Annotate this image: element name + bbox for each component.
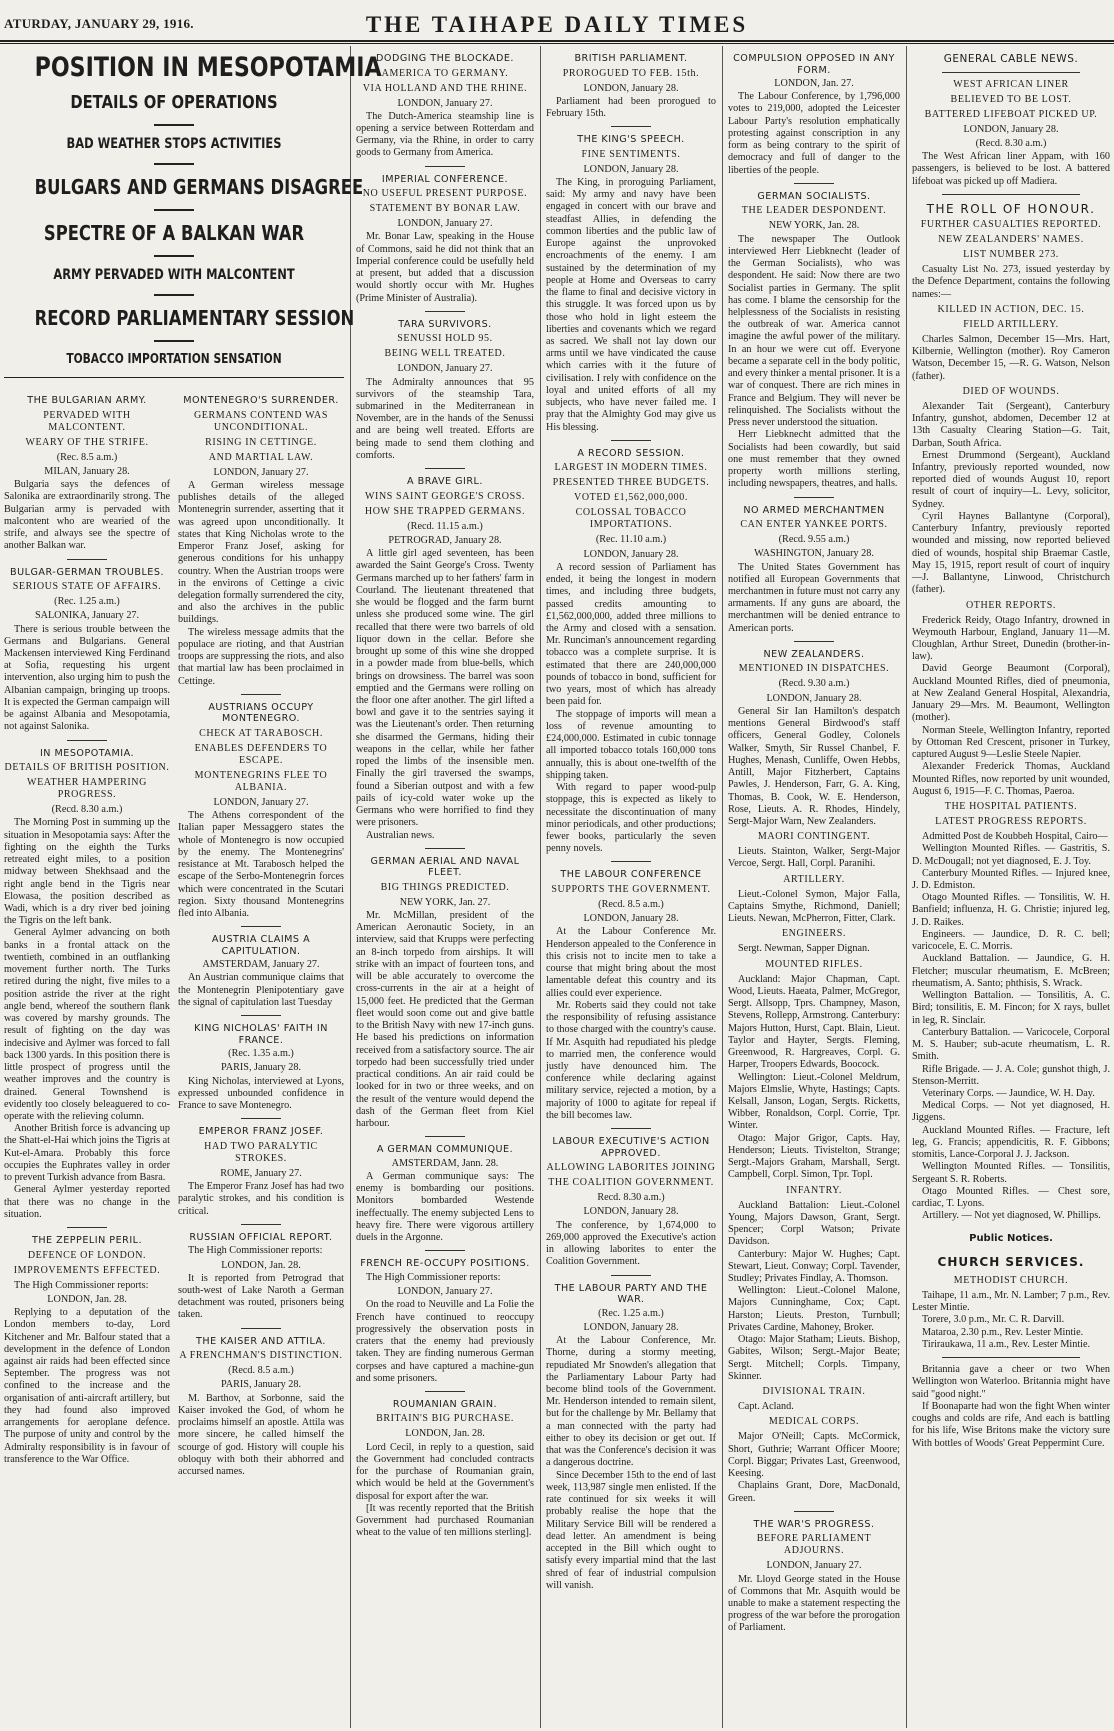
article-body: Engineers. — Jaundice, D. R. C. bell; varicocele, E. C. Morris.: [912, 928, 1110, 953]
article-heading: RUSSIAN OFFICIAL REPORT.: [189, 1231, 333, 1243]
article-subheading: MEDICAL CORPS.: [768, 1416, 860, 1428]
article-body: Canterbury Mounted Rifles. — Injured knee, J. D. Edmiston.: [912, 867, 1110, 891]
article-heading: KING NICHOLAS' FAITH IN FRANCE.: [194, 1023, 328, 1046]
notice-line: Torere, 3.0 p.m., Mr. C. R. Darvill.: [922, 1314, 1065, 1326]
article-body: The King, in proroguing Parliament, said: My army and navy have been engaged in concert with our brave and steadfast Allies, in defending the common liberties and the public law of Europe against the unprovoked encroachments of the enemy. I am sustained by the determination of my people at Home and Overseas to carry the flame to final and decisive victory in this struggle. It was forced upon us by those who hold in light esteem the liberties and covenants which we regard as sacred. We shall not lay down our arms until we have vindicated the cause which carries with it the future of civilisation. I rely with confidence on the loyal and united efforts of all my subjects, who have never failed me. I pray that the Almighty God may give us His blessing.: [546, 176, 716, 433]
article-heading: LABOUR EXECUTIVE'S ACTION APPROVED.: [552, 1136, 710, 1159]
article-subheading: BIG THINGS PREDICTED.: [380, 881, 510, 893]
article-body: [It was recently reported that the British Government had purchased Roumanian wheat to the value of ten millions sterling].: [356, 1502, 534, 1539]
article-subheading: IMPROVEMENTS EFFECTED.: [13, 1264, 161, 1276]
article-body: Auckland Mounted Rifles. — Fracture, left leg, G. Francis; appendicitis, R. F. Gibbons; stomitis, Lance-Corporal J. J. Jackson.: [912, 1124, 1110, 1161]
dateline: LONDON, Jan. 28.: [47, 1293, 127, 1305]
article-subheading: MAORI CONTINGENT.: [757, 831, 871, 843]
dateline: (Recd. 8.30 a.m.): [51, 804, 123, 816]
column-divider: [906, 46, 907, 1728]
dateline: LONDON, January 28.: [583, 82, 679, 94]
article-subheading: DIVISIONAL TRAIN.: [762, 1386, 866, 1398]
article-heading: GENERAL CABLE NEWS.: [943, 53, 1079, 65]
article-body: Auckland Battalion. — Jaundice, G. H. Fletcher; muscular rheumatism, E. McBreen; rheumatism, A. Santo; phthisis, S. Wrack.: [912, 953, 1110, 989]
column-1: [4, 46, 382, 1728]
article-body: Australian news.: [366, 829, 435, 841]
article-subheading: THE LEADER DESPONDENT.: [741, 205, 887, 217]
article-subheading: METHODIST CHURCH.: [953, 1274, 1069, 1286]
article-subheading: WEST AFRICAN LINER: [953, 78, 1069, 90]
article-heading: AUSTRIANS OCCUPY MONTENEGRO.: [208, 701, 314, 725]
public-notices-heading: Public Notices.: [969, 1232, 1053, 1244]
dateline: LONDON, January 28.: [963, 123, 1059, 135]
article-body: Alexander Frederick Thomas, Auckland Mounted Rifles, now reported by unit wounded, August 6, 1915—F. C. Thomas, Paeroa.: [912, 761, 1110, 797]
dateline: LONDON, January 27.: [397, 1286, 493, 1298]
article-heading: A GERMAN COMMUNIQUE.: [376, 1144, 514, 1156]
article-subheading: FINE SENTIMENTS.: [581, 148, 681, 160]
dateline: PARIS, January 28.: [221, 1062, 301, 1074]
dateline: LONDON, January 28.: [766, 692, 862, 704]
dateline: (Rec. 1.25 a.m.): [54, 596, 120, 608]
article-subheading: A FRENCHMAN'S DISTINCTION.: [179, 1350, 343, 1362]
article-subheading: BEING WELL TREATED.: [384, 348, 506, 360]
article-body: Cyril Haynes Ballantyne (Corporal), Canterbury Infantry, previously reported wounded and missing, now reported believed died of wounds, hospital ship Braemar Castle, May 15, 1915, report result of court of inquiry—J. Ballantyne, Linwood, Christchurch (father).: [912, 510, 1110, 596]
article-body: Canterbury Battalion. — Varicocele, Corporal M. S. Hauber; sub-acute rheumatism, L. R. Smith.: [912, 1026, 1110, 1063]
article-body: It is reported from Petrograd that south-west of Lake Naroth a German detachment was routed, prisoners being taken.: [178, 1272, 344, 1321]
column-5: [912, 46, 1110, 1728]
column-divider: [350, 46, 351, 1728]
article-body: Alexander Tait (Sergeant), Canterbury Infantry, gunshot, abdomen, December 12 at 13th Casualty Clearing Station—G. Tait, Darban, South Africa.: [912, 400, 1110, 449]
article-body: The Labour Conference, by 1,796,000 votes to 219,000, adopted the Leicester Labour Party's resolution emphatically protesting against conscription in any form as being contrary to the spirit of democracy and full of danger to the liberties of the people.: [728, 91, 900, 176]
article-subheading: ENGINEERS.: [781, 928, 847, 940]
article-body: The West African liner Appam, with 160 passengers, is believed to be lost. A battered lifeboat was picked up off Madiera.: [912, 151, 1110, 187]
bulgarian-army-column: [4, 388, 170, 1478]
article-body: General Aylmer advancing on both banks in a frontal attack on the twentieth, combined in an outflanking movement further north. The Turks retired during the night, five miles to a position astride the river at the right angle bend, whereof the southern flank was covered by marshy grounds. The result of fighting on the day was indecisive and Aylmer was forced to fall back 1300 yards. In this position there is little prospect of progress until the weather improves and the country is drained. General Townshend is evidently too closely beleaguered to co-operate with the relieving column.: [4, 927, 170, 1122]
article-body: Mr. Lloyd George stated in the House of Commons that Mr. Asquith would be unable to make a statement respecting the progress of the war before the prorogation of Parliament.: [728, 1573, 900, 1634]
article-heading: DODGING THE BLOCKADE.: [376, 53, 514, 64]
dateline: LONDON, January 28.: [583, 1206, 679, 1218]
article-body: Admitted Post de Koubbeh Hospital, Cairo—: [922, 831, 1108, 843]
article-body: A German wireless message publishes details of the alleged Montenegrin surrender, asserting that it was agreed upon unconditionally. It states that King Nicholas wrote to the Emperor Franz Josef, asking for generous conditions for his unhappy country. When the Austrian troops were in the environs of Cettinge a civic delegation formally surrendered the city, and also the archives in the public buildings.: [178, 479, 344, 626]
article-body: The conference, by 1,674,000 to 269,000 approved the Executive's action in allowing laborites to enter the Coalition Government.: [546, 1219, 716, 1268]
article-subheading: ENABLES DEFENDERS TO ESCAPE.: [194, 742, 328, 766]
article-subheading: FIELD ARTILLERY.: [963, 318, 1059, 330]
article-body: Bulgaria says the defences of Salonika are extraordinarily strong. The Bulgarian army is pervaded with malcontent who are wearied of the strife, and always see the spectre of another Balkan war.: [4, 479, 170, 552]
article-heading: THE LABOUR PARTY AND THE WAR.: [554, 1282, 708, 1306]
article-heading: BULGAR-GERMAN TROUBLES.: [10, 566, 164, 578]
article-body: Wellington: Lieut.-Colonel Malone, Majors Cunninghame, Cox; Capt. Harston; Lieuts. Preston, Turnbull; Privates Cardine, Mahoney, Broker.: [728, 1285, 900, 1333]
article-subheading: SENUSSI HOLD 95.: [397, 333, 493, 345]
article-subheading: DIED OF WOUNDS.: [962, 385, 1060, 397]
article-body: Otago Mounted Rifles. — Tonsilitis, W. H. Banfield; influenza, H. G. Christie; injured leg, J. D. Raikes.: [912, 892, 1110, 928]
article-body: Wellington Mounted Rifles. — Tonsilitis, Sergeant S. R. Roberts.: [912, 1161, 1110, 1185]
article-subheading: KILLED IN ACTION, DEC. 15.: [937, 303, 1085, 315]
article-body: The Athens correspondent of the Italian paper Messaggero states the whole of Montenegro is now occupied by the enemy. The Montenegrins' resistance at Mt. Tarabosch helped the escape of the Serbo-Montenegrin forces which were concentrated in the Scutari region. Sixty thousand Montenegrins fled into Albania.: [178, 810, 344, 919]
dateline: PARIS, January 28.: [221, 1379, 301, 1391]
article-heading: THE LABOUR CONFERENCE: [560, 869, 702, 881]
article-subheading: BRITAIN'S BIG PURCHASE.: [376, 1413, 514, 1425]
article-body: The stoppage of imports will mean a loss of revenue amounting to £24,000,000. Estimated in cubic tonnage all imported tobacco totals 160,000 tons annually, this is about one-twelfth of the shipping taken.: [546, 708, 716, 781]
dateline: LONDON, January 28.: [583, 548, 679, 560]
article-heading: THE KAISER AND ATTILA.: [196, 1335, 326, 1347]
dateline: (Recd. 8.30 a.m.): [975, 137, 1047, 149]
article-body: Lord Cecil, in reply to a question, said the Government had concluded contracts for the purchase of Roumanian grain, which would be held at the Government's disposal for export after the war.: [356, 1441, 534, 1502]
article-body: Auckland Battalion: Lieut.-Colonel Young, Majors Dawson, Grant, Sergt. Spencer; Corpl Watson; Private Davidson.: [728, 1199, 900, 1248]
article-heading: THE BULGARIAN ARMY.: [27, 395, 147, 407]
article-subheading: DETAILS OF BRITISH POSITION.: [4, 762, 170, 774]
dateline: (Recd. 8.5 a.m.): [228, 1365, 294, 1377]
article-heading: MONTENEGRO'S SURRENDER.: [183, 395, 339, 407]
article-body: Lieuts. Stainton, Walker, Sergt-Major Vercoe, Sergt. Hall, Corpl. Paranihi.: [728, 846, 900, 870]
article-subheading: NEW ZEALANDERS' NAMES.: [938, 234, 1084, 246]
article-subheading: DEFENCE OF LONDON.: [27, 1249, 147, 1261]
article-body: Otago Mounted Rifles. — Chest sore, cardiac, T. Lyons.: [912, 1185, 1110, 1210]
dateline: AMSTERDAM, Jann. 28.: [391, 1157, 499, 1169]
article-body: Mr. Bonar Law, speaking in the House of Commons, said he did not think that an Imperial conference could be usefully held at present, but added that a discussion would shortly occur with Mr. Hughes (Prime Minister of Australia).: [356, 231, 534, 304]
article-heading: GERMAN AERIAL AND NAVAL FLEET.: [370, 855, 520, 879]
article-subheading: SERIOUS STATE OF AFFAIRS.: [12, 581, 162, 593]
dateline: AMSTERDAM, January 27.: [202, 959, 320, 971]
article-heading: ROUMANIAN GRAIN.: [392, 1398, 498, 1410]
article-body: At the Labour Conference Mr. Henderson appealed to the Conference in this crisis not to incite men to take a course that might bring about the most lamentable defeat this country and its allies could ever experience.: [546, 926, 716, 999]
article-body: Veterinary Corps. — Jaundice, W. H. Day.: [922, 1087, 1095, 1099]
advertisement-text: If Boonaparte had won the fight When winter coughs and colds are rife, And each is battling for his life, Wise Britons make the victory sure With bottles of Woods' Great Peppermint Cure.: [912, 1400, 1110, 1449]
article-body: Major O'Neill; Capts. McCormick, Short, Guthrie; Warrant Officer Moore; Corpl. Biggar; Privates Last, Greenwood, Keesing.: [728, 1431, 900, 1480]
headline-deck: DETAILS OF OPERATIONS: [70, 92, 278, 114]
article-heading: THE WAR'S PROGRESS.: [753, 1518, 875, 1530]
article-body: The Emperor Franz Josef has had two paralytic strokes, and his condition is critical.: [178, 1181, 344, 1217]
notice-line: Tiriraukawa, 11 a.m., Rev. Lester Mintie.: [922, 1338, 1091, 1350]
dateline: (Rec. 8.5 a.m.): [56, 451, 118, 463]
article-subheading: PRESENTED THREE BUDGETS.: [552, 477, 710, 489]
article-body: M. Barthov, at Sorbonne, said the Kaiser invoked the God, of whom he proclaims himself an apostle. Attila was more sincere, he called himself the scourge of god. History will couple his obloquy with both their abhorred and accursed names.: [178, 1392, 344, 1478]
church-services-heading: CHURCH SERVICES.: [937, 1254, 1085, 1269]
headline-deck: ARMY PERVADED WITH MALCONTENT: [53, 266, 295, 283]
article-body: Mr. Roberts said they could not take the responsibility of refusing assistance to those charged with the country's cause. If Mr. Asquith had repudiated his pledge to married men, the conference would justly have denounced him. The conference while declaring against military service, rejected a motion, by a majority of 1000 to agitate for repeal if the bill becomes law.: [546, 999, 716, 1121]
article-body: Replying to a deputation of the London members to-day, Lord Kitchener and Mr. Balfour stated that a development in the defence of London against air raids had been effected since September. The progress was not confined to the increase and the organisation of anti-aircraft artillery, but they had found also improved arrangements for aeroplane defence. The purpose of unity and control by the Admiralty responsibility is in favour of transference to the War Office.: [4, 1307, 170, 1465]
dateline: LONDON, January 28.: [583, 913, 679, 925]
article-subheading: BATTERED LIFEBOAT PICKED UP.: [924, 108, 1098, 120]
dateline: (Rec. 11.10 a.m.): [595, 534, 667, 546]
article-body: Wellington Mounted Rifles. — Gastritis, S. D. McDougall; not yet diagnosed, E. J. Toy.: [912, 843, 1110, 867]
dateline: (Rec. 1.35 a.m.): [228, 1048, 294, 1060]
article-body: Auckland: Major Chapman, Capt. Wood, Lieuts. Haeata, Palmer, McGregor, Sergt. Allsopp, Tprs. Champney, Mason, Stevens, Rollepp, Armstrong. Canterbury: Majors Hutton, Hurst, Capt. Blain, Lieut. Taylor and Hayter, Sergts. Fleming, Greenwood, R. Hargreaves, Corpl. G. Harper, Troopers Edwards, Boocock.: [728, 973, 900, 1071]
article-subheading: SUPPORTS THE GOVERNMENT.: [551, 883, 711, 895]
headline-deck: TOBACCO IMPORTATION SENSATION: [66, 351, 282, 367]
article-body: Parliament had been prorogued to February 15th.: [546, 95, 716, 119]
article-body: With regard to paper wood-pulp stoppage, this is expected as likely to necessitate the discontinuation of many minor periodicals, and other productions; fewer books, particularly the seven penny novels.: [546, 782, 716, 855]
article-body: A record session of Parliament has ended, it being the longest in modern times, and including three budgets, passed credits amounting to £1,562,000,000, added three millions to the Army and closed with a sensation. Mr. Runciman's announcement regarding tobacco was a complete surprise. It is estimated that there are 240,000,000 pounds of tobacco in bond, sufficient for two years, most of which has already been paid for.: [546, 561, 716, 708]
dateline: LONDON, Jan. 28.: [405, 1428, 485, 1440]
dateline: Recd. 8.30 a.m.): [597, 1192, 665, 1204]
article-body: Wellington Battalion. — Tonsilitis, A. C. Bird; tonsilitis, E. M. Fincon; for X rays, bullet in leg, R. Sinclair.: [912, 990, 1110, 1026]
article-subheading: INFANTRY.: [786, 1184, 842, 1196]
article-body: David George Beaumont (Corporal), Auckland Mounted Rifles, died of pneumonia, at New Zealand General Hospital, Alexandria, January 29—Mrs. M. Beaumont, Wellington (mother).: [912, 663, 1110, 724]
article-body: King Nicholas, interviewed at Lyons, expressed unbounded confidence in France to save Montenegro.: [178, 1075, 344, 1112]
notice-line: Mataroa, 2.30 p.m., Rev. Lester Mintie.: [922, 1326, 1084, 1338]
article-subheading: LIST NUMBER 273.: [963, 249, 1059, 261]
article-heading: GERMAN SOCIALISTS.: [757, 190, 871, 202]
dateline: LONDON, January 27.: [213, 796, 309, 808]
article-body: Another British force is advancing up the Shatt-el-Hai which joins the Tigris at Kut-el-Amara. Probably this force occupies the Euphrates valley in order to prevent Turkish advance from Basra.: [4, 1123, 170, 1184]
article-subheading: THE HOSPITAL PATIENTS.: [944, 801, 1078, 813]
masthead: [0, 12, 1114, 40]
article-heading: THE ZEPPELIN PERIL.: [31, 1235, 143, 1247]
article-body: At the Labour Conference, Mr. Thorne, during a stormy meeting, repudiated Mr Snowden's allegation that the Parliamentary Labour Party had become blind tools of the Government. Mr. Henderson intended to remain silent, but for the challenge by Mr. Bellamy that a man connected with the party had either to obey its decision or get out. If that was the Conference's decision it was a dangerous doctrine.: [546, 1335, 716, 1469]
headline-deck: BAD WEATHER STOPS ACTIVITIES: [66, 135, 282, 152]
article-body: Casualty List No. 273, issued yesterday by the Defence Department, contains the following names:—: [912, 264, 1110, 300]
dateline: NEW YORK, Jan. 28.: [768, 220, 860, 232]
article-body: A German communique says: The enemy is bombarding our positions. Monitors bombarded Westende ineffectually. The enemy subjected Lens to heavy fire. There were vigorous artillery duels in the Argonne.: [356, 1170, 534, 1244]
notice-line: Taihape, 11 a.m., Mr. N. Lamber; 7 p.m., Rev. Lester Mintie.: [912, 1289, 1110, 1314]
article-body: The High Commissioner reports:: [366, 1271, 501, 1283]
article-heading: IMPERIAL CONFERENCE.: [381, 173, 509, 185]
article-subheading: BEFORE PARLIAMENT ADJOURNS.: [756, 1533, 872, 1557]
article-subheading: VIA HOLLAND AND THE RHINE.: [362, 82, 528, 94]
article-subheading: AND MARTIAL LAW.: [208, 451, 314, 463]
dateline: LONDON, January 27.: [397, 363, 493, 375]
article-heading: AUSTRIA CLAIMS A CAPITULATION.: [211, 934, 311, 957]
article-body: Mr. McMillan, president of the American Aeronautic Society, in an interview, said that Krupps were perfecting an 8-inch torpedo from airships. It will strike with an impact of fourteen tons, and will be able accurately to overcome the cross-currents in the air at a height of 15,000 feet. He predicted that the German fleet would soon come out and give battle to the British Navy with new 17-inch guns. He based his predictions on information received from a satisfactory source. The air torpedo had been successfully tried under practical conditions. An air raid could be looked for in two or three weeks, and on the result of the venture would depend the dash of the German fleet from Kiel harbour.: [356, 910, 534, 1129]
article-body: Otago: Major Statham; Lieuts. Bishop, Gabites, Wilson; Sergt.-Major Beate; Sergt. Mitchell; Corpls. Timpany, Skinner.: [728, 1334, 900, 1382]
advertisement-text: Britannia gave a cheer or two When Wellington won Waterloo. Britannia might have said "good night.": [912, 1364, 1110, 1400]
article-heading: NO ARMED MERCHANTMEN: [743, 504, 885, 516]
dateline: LONDON, January 28.: [583, 163, 679, 175]
dateline: LONDON, January 27.: [213, 466, 309, 478]
article-subheading: HOW SHE TRAPPED GERMANS.: [364, 505, 526, 517]
article-subheading: BELIEVED TO BE LOST.: [950, 93, 1072, 105]
article-subheading: MONTENEGRINS FLEE TO ALBANIA.: [194, 769, 328, 793]
article-subheading: RISING IN CETTINGE.: [205, 436, 317, 448]
column-2: [356, 46, 534, 1728]
issue-date: ATURDAY, JANUARY 29, 1916.: [4, 16, 194, 31]
article-body: Capt. Acland.: [738, 1401, 794, 1413]
headline-deck: SPECTRE OF A BALKAN WAR: [43, 220, 305, 245]
column-3: [546, 46, 716, 1728]
article-body: Norman Steele, Wellington Infantry, reported by Ottoman Red Crescent, prisoner in Turkey, captured August 9—Leslie Steele Napier.: [912, 724, 1110, 761]
article-body: Chaplains Grant, Dore, MacDonald, Green.: [728, 1480, 900, 1504]
article-body: Otago: Major Grigor, Capts. Hay, Henderson; Lieuts. Tivistelton, Strange; Sergt.-Majors Graham, Marshall, Sergt. Campbell, Corpl. Simon, Tpr. Topl.: [728, 1132, 900, 1181]
article-body: The High Commissioner reports:: [188, 1245, 323, 1257]
article-body: There is serious trouble between the Germans and Bulgarians. General Mackensen interviewed King Ferdinand at Sofia, requesting his urgent intervention, also urging him to push the Albanian campaign, bringing up troops. It is expected the German campaign will be against Albania and Mesopotamia, not against Salonika.: [4, 623, 170, 733]
article-body: Since December 15th to the end of last week, 113,987 single men enlisted. If the rate continued for six weeks it will probably realise the hope that the Military Service Bill will be rendered a dead letter. An amendment is being accepted in the Bill which ought to satisfy every impartial mind that the last shred of fear of industrial compulsion will vanish.: [546, 1469, 716, 1591]
article-body: Medical Corps. — Not yet diagnosed, H. Jiggens.: [912, 1100, 1110, 1124]
article-subheading: WINS SAINT GEORGE'S CROSS.: [364, 490, 525, 502]
article-heading: FRENCH RE-OCCUPY POSITIONS.: [360, 1258, 530, 1270]
article-subheading: STATEMENT BY BONAR LAW.: [369, 203, 521, 215]
article-subheading: MENTIONED IN DISPATCHES.: [738, 663, 890, 675]
article-subheading: PERVADED WITH MALCONTENT.: [43, 409, 131, 433]
column-divider: [722, 46, 723, 1728]
article-subheading: AMERICA TO GERMANY.: [381, 67, 509, 79]
article-subheading: LARGEST IN MODERN TIMES.: [554, 462, 708, 474]
article-subheading: COLOSSAL TOBACCO IMPORTATIONS.: [575, 507, 687, 531]
montenegro-column: [178, 388, 344, 1478]
article-subheading: OTHER REPORTS.: [965, 599, 1057, 611]
article-heading: A RECORD SESSION.: [577, 447, 685, 459]
article-subheading: WEARY OF THE STRIFE.: [25, 436, 149, 448]
masthead-rule: [0, 40, 1114, 42]
dateline: (Recd. 8.5 a.m.): [598, 898, 664, 910]
article-body: The Admiralty announces that 95 survivors of the steamship Tara, submarined in the Mediterranean in November, are in the hands of the Senussi and are being well treated. Efforts are being made to send them clothing and comforts.: [356, 376, 534, 461]
article-heading: THE KING'S SPEECH.: [577, 134, 685, 146]
article-body: Frederick Reidy, Otago Infantry, drowned in Weymouth Harbour, England, January 11—M. Cloughlan, Arthur Street, Dunedin (brother-in-law).: [912, 614, 1110, 663]
article-subheading: LATEST PROGRESS REPORTS.: [935, 816, 1087, 828]
article-heading: COMPULSION OPPOSED IN ANY FORM.: [733, 53, 895, 76]
article-subheading: ARTILLERY.: [783, 873, 845, 885]
dateline: LONDON, January 28.: [583, 1321, 679, 1333]
article-heading: EMPEROR FRANZ JOSEF.: [198, 1126, 324, 1138]
main-headline: POSITION IN MESOPOTAMIA: [34, 52, 382, 83]
article-subheading: NO USEFUL PRESENT PURPOSE.: [362, 188, 528, 200]
article-body: Ernest Drummond (Sergeant), Auckland Infantry, previously reported wounded, now reported died of wounds August 10, report result of court of inquiry—L. Levy, solicitor, Sydney.: [912, 449, 1110, 510]
article-body: A little girl aged seventeen, has been awarded the Saint George's Cross. Twenty Germans marched up to her fathers' farm in Courland. The lieutenant threatened that she would be flogged and the farm burnt unless she produced some wine. The girl recalled that there were two barrels of old liquor down in the cellar. Before she brought up some of this wine she dropped in a powder made from blue-bells, which brings on drowsiness. The barrel was soon emptied and the Germans were rolling on the floor one after another. The girl lifted a bowl and gave it to the sentries saying it was the Lieutenant's order. Then returning she disarmed the Germans, hiding their weapons in the cellar, while her father roped the limbs of the insensible men. Finally the girl traversed the swamps, found a Siberian outpost and with a few pails of icy-cold water woke up the Germans who were horrified to find they were prisoners.: [356, 548, 534, 829]
dateline: NEW YORK, Jan. 27.: [399, 896, 491, 908]
article-subheading: THE COALITION GOVERNMENT.: [548, 1177, 714, 1189]
article-subheading: PROROGUED TO FEB. 15th.: [562, 67, 700, 79]
article-subheading: FURTHER CASUALTIES REPORTED.: [920, 219, 1102, 231]
column-4: [728, 46, 900, 1728]
article-subheading: ALLOWING LABORITES JOINING: [546, 1162, 716, 1174]
article-body: Rifle Brigade. — J. A. Cole; gunshot thigh, J. Stenson-Merritt.: [912, 1063, 1110, 1087]
article-body: On the road to Neuville and La Folie the French have continued to reoccupy progressively the observation posts in craters that the enemy had previously taken. They are finding numerous German corpses and have captured a machine-gun and some prisoners.: [356, 1299, 534, 1384]
dateline: PETROGRAD, January 28.: [388, 534, 502, 546]
headline-deck: RECORD PARLIAMENTARY SESSION: [34, 305, 355, 330]
article-heading: IN MESOPOTAMIA.: [39, 747, 135, 759]
newspaper-title: THE TAIHAPE DAILY TIMES: [365, 12, 749, 37]
dateline: LONDON, Jan. 28.: [221, 1259, 301, 1271]
article-body: Charles Salmon, December 15—Mrs. Hart, Kilbernie, Wellington (mother). Roy Cameron Watson, December 15, —R. G. Watson, Nelson (father).: [912, 333, 1110, 382]
dateline: SALONIKA, January 27.: [34, 610, 140, 622]
article-heading: A BRAVE GIRL.: [407, 476, 483, 488]
article-body: Herr Liebknecht admitted that the Socialists had been cowardly, but said one must remember that they owned property worth millions sterling, including newspapers, theatres, and halls.: [728, 429, 900, 490]
article-body: The United States Government has notified all European Governments that merchantmen in future must not carry any armaments. If any guns are aboard, the merchantmen will be denied entrance to American ports.: [728, 561, 900, 634]
article-subheading: WEATHER HAMPERING PROGRESS.: [27, 777, 147, 801]
headline-deck: BULGARS AND GERMANS DISAGREE: [34, 174, 364, 199]
dateline: LONDON, January 27.: [397, 97, 493, 109]
dateline: LONDON, Jan. 27.: [774, 78, 854, 89]
dateline: (Recd. 9.30 a.m.): [778, 678, 850, 690]
dateline: ROME, January 27.: [220, 1167, 302, 1179]
article-subheading: GERMANS CONTEND WAS UNCONDITIONAL.: [193, 409, 328, 433]
article-body: General Aylmer yesterday reported that there was no change in the situation.: [4, 1184, 170, 1220]
dateline: LONDON, January 27.: [766, 1560, 862, 1572]
article-subheading: CAN ENTER YANKEE PORTS.: [740, 519, 888, 531]
article-body: The newspaper The Outlook interviewed Herr Liebknecht (leader of the German Socialists), who was despondent. He said: Now there are two Socialist parties in Germany. The split has come. I blame the censorship for the helplessness of the Socialists in resisting the outbreak of war. America cannot imagine the awful power of the military. In an hour we were cut off. Everyone became a separate cell in the body politic, and every thinker a mental prisoner. It is a war of conquest. There are rich mines in France and Belgium. They will never be relinquished. The Socialists without the Press never understood the situation.: [728, 233, 900, 429]
article-subheading: HAD TWO PARALYTIC STROKES.: [204, 1140, 318, 1164]
article-body: General Sir Ian Hamilton's despatch mentions General Birdwood's staff officers, General Godley, Colonels Walker, Smyth, Sir Russel Chanbel, F. Hughes, Menash, Cunliffe, Owen Hebbs, Antill, Major Fitzherbert, Captains Pawles, J. Henderson, Farr, G. A. King, Thomas, B. Cook, W. E. Henderson, Rose, Lieuts. A. R. Rhodes, Hindely, Sergt-Major Warn, New Zealanders.: [728, 705, 900, 827]
masthead-rule-thin: [0, 43, 1114, 44]
dateline: LONDON, January 27.: [397, 218, 493, 230]
article-subheading: MOUNTED RIFLES.: [765, 958, 863, 970]
article-body: The Dutch-America steamship line is opening a service between Rotterdam and Germany, via the Rhine, in order to carry goods to Germany from America.: [356, 110, 534, 159]
article-heading: THE ROLL OF HONOUR.: [926, 201, 1096, 216]
dateline: MILAN, January 28.: [44, 465, 130, 477]
dateline: (Recd. 9.55 a.m.): [778, 534, 850, 546]
article-body: Wellington: Lieut.-Colonel Meldrum, Majors Elmslie, Whyte, Hastings; Capts. Kelsall, Janson, Logan, Sergts. Ricketts, Wibber, Ronaldson, Corpl. Corrie, Tpr. Winter.: [728, 1071, 900, 1132]
article-body: The Morning Post in summing up the situation in Mesopotamia says: After the fighting on the eighth the Turks retreated eight miles, to a position midway between Shekhsaad and the right angle bend in the Tigris near Elowasa, the position described as Wadi, which is a dry river bed joining the Tigris on the left bank.: [4, 817, 170, 927]
article-subheading: CHECK AT TARABOSCH.: [199, 727, 323, 739]
dateline: (Recd. 11.15 a.m.): [407, 520, 483, 532]
article-body: The High Commissioner reports:: [14, 1279, 149, 1291]
article-heading: NEW ZEALANDERS.: [763, 648, 865, 660]
article-body: Canterbury: Major W. Hughes; Capt. Stewart, Lieut. Conway; Corpl. Tavender, Studley; Privates Findlay, A. Thomson.: [728, 1248, 900, 1285]
article-body: Lieut.-Colonel Symon, Major Falla, Captains Smythe, Richmond, Daniell; Lieuts. Newan, McPherron, Fitter, Clark.: [728, 888, 900, 925]
article-heading: TARA SURVIVORS.: [398, 318, 492, 330]
article-body: The wireless message admits that the populace are rioting, and that Austrian troops are suppressing the riots, and also that martial law has been proclaimed in Cettinge.: [178, 626, 344, 687]
article-body: Artillery. — Not yet diagnosed, W. Phillips.: [922, 1210, 1101, 1222]
dateline: WASHINGTON, January 28.: [754, 548, 874, 560]
article-body: Sergt. Newman, Sapper Dignan.: [738, 943, 870, 955]
article-heading: BRITISH PARLIAMENT.: [574, 53, 688, 64]
article-subheading: VOTED £1,562,000,000.: [574, 492, 688, 504]
article-body: An Austrian communique claims that the Montenegrin Plenipotentiary gave the signal of capitulation last Tuesday: [178, 972, 344, 1008]
column-divider: [540, 46, 541, 1728]
dateline: (Rec. 1.25 a.m.): [598, 1307, 664, 1319]
